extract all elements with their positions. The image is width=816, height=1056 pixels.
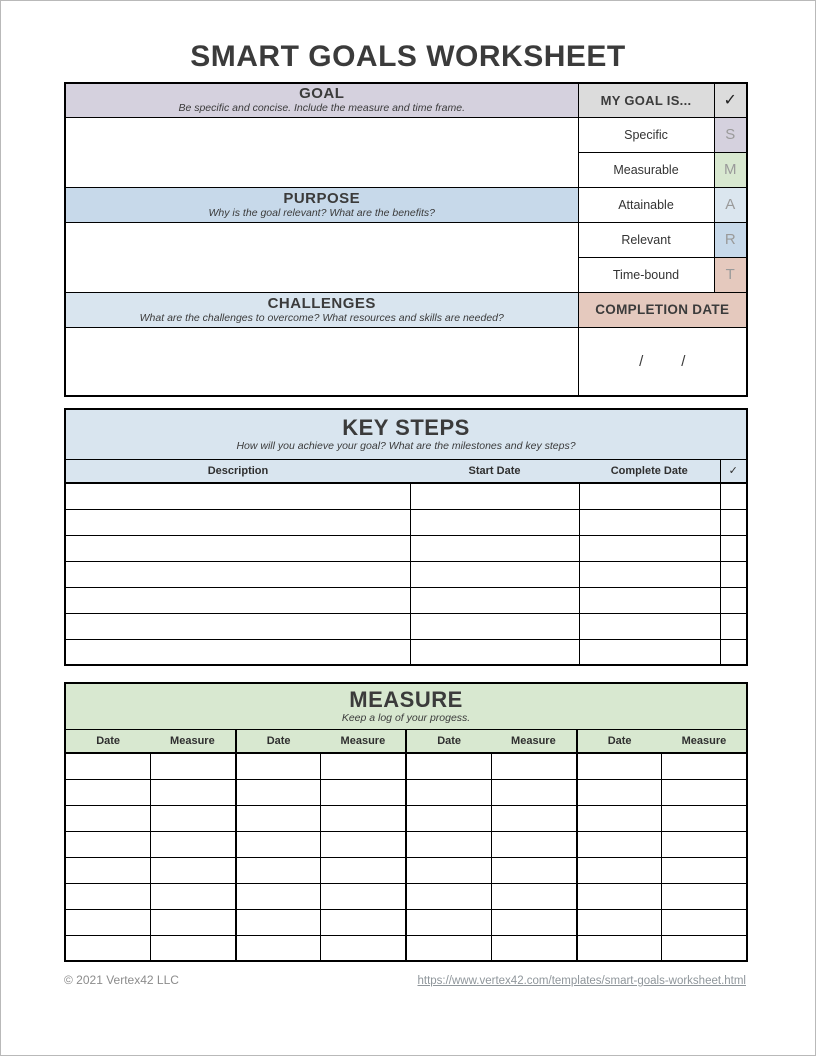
measure-column-header-row	[65, 729, 747, 753]
key-step-description-cell[interactable]	[65, 509, 410, 535]
smart-letter-m: M	[714, 152, 747, 187]
smart-label-time-bound: Time-bound	[578, 257, 714, 292]
purpose-header	[65, 187, 578, 222]
challenges-subtitle: What are the challenges to overcome? What resources and skills are needed?	[139, 311, 504, 324]
key-step-description-cell[interactable]	[65, 587, 410, 613]
completion-date-cell[interactable]	[578, 327, 747, 396]
measure-date-cell[interactable]	[406, 883, 491, 909]
measure-row	[65, 935, 747, 961]
measure-value-cell[interactable]	[662, 779, 747, 805]
measure-row	[65, 753, 747, 779]
challenges-header	[65, 292, 578, 327]
measure-value-cell[interactable]	[150, 909, 235, 935]
goal-section	[64, 82, 748, 397]
key-steps-section	[64, 408, 748, 666]
measure-date-cell[interactable]	[406, 909, 491, 935]
measure-date-cell[interactable]	[577, 883, 662, 909]
measure-date-cell[interactable]	[65, 753, 150, 779]
purpose-input-area[interactable]	[65, 222, 578, 292]
column-header-date: Date	[406, 729, 491, 753]
measure-date-cell[interactable]	[406, 805, 491, 831]
measure-date-cell[interactable]	[577, 935, 662, 961]
date-slash: /	[681, 352, 686, 370]
template-link[interactable]: https://www.vertex42.com/templates/smart-goals-worksheet.html	[417, 975, 746, 987]
measure-value-cell[interactable]	[491, 909, 576, 935]
measure-value-cell[interactable]	[662, 753, 747, 779]
measure-value-cell[interactable]	[662, 883, 747, 909]
key-steps-banner	[65, 409, 747, 459]
key-step-start-date-cell[interactable]	[410, 561, 579, 587]
goal-input-area[interactable]	[65, 117, 578, 187]
measure-value-cell[interactable]	[150, 883, 235, 909]
key-step-check-cell[interactable]	[720, 561, 747, 587]
measure-date-cell[interactable]	[577, 909, 662, 935]
key-steps-row	[65, 535, 747, 561]
measure-date-cell[interactable]	[577, 831, 662, 857]
measure-value-cell[interactable]	[491, 805, 576, 831]
key-steps-body	[65, 483, 747, 665]
smart-label-specific: Specific	[578, 117, 714, 152]
measure-value-cell[interactable]	[662, 935, 747, 961]
measure-date-cell[interactable]	[236, 883, 321, 909]
smart-row	[65, 117, 747, 152]
key-step-complete-date-cell[interactable]	[579, 535, 720, 561]
smart-letter-s: S	[714, 117, 747, 152]
challenges-title: CHALLENGES	[267, 294, 376, 312]
key-step-start-date-cell[interactable]	[410, 639, 579, 665]
smart-letter-t: T	[714, 257, 747, 292]
column-header-date: Date	[65, 729, 150, 753]
measure-value-cell[interactable]	[491, 935, 576, 961]
goal-header-row	[65, 83, 747, 117]
key-step-check-cell[interactable]	[720, 483, 747, 509]
measure-banner-row	[65, 683, 747, 729]
key-step-check-cell[interactable]	[720, 587, 747, 613]
measure-row	[65, 805, 747, 831]
measure-date-cell[interactable]	[236, 935, 321, 961]
measure-date-cell[interactable]	[406, 857, 491, 883]
measure-date-cell[interactable]	[65, 909, 150, 935]
smart-row	[65, 222, 747, 257]
measure-value-cell[interactable]	[150, 831, 235, 857]
measure-value-cell[interactable]	[662, 909, 747, 935]
measure-date-cell[interactable]	[406, 935, 491, 961]
measure-row	[65, 779, 747, 805]
measure-date-cell[interactable]	[65, 805, 150, 831]
column-header-date: Date	[236, 729, 321, 753]
key-step-check-cell[interactable]	[720, 509, 747, 535]
measure-date-cell[interactable]	[65, 857, 150, 883]
key-steps-row	[65, 509, 747, 535]
measure-value-cell[interactable]	[150, 805, 235, 831]
measure-value-cell[interactable]	[662, 857, 747, 883]
measure-row	[65, 883, 747, 909]
measure-row	[65, 831, 747, 857]
measure-date-cell[interactable]	[406, 753, 491, 779]
check-icon: ✓	[714, 83, 747, 117]
measure-banner	[65, 683, 747, 729]
smart-label-attainable: Attainable	[578, 187, 714, 222]
measure-value-cell[interactable]	[491, 857, 576, 883]
key-steps-row	[65, 639, 747, 665]
measure-date-cell[interactable]	[236, 779, 321, 805]
key-step-start-date-cell[interactable]	[410, 509, 579, 535]
column-header-date: Date	[577, 729, 662, 753]
key-step-description-cell[interactable]	[65, 639, 410, 665]
measure-value-cell[interactable]	[491, 753, 576, 779]
page-title: SMART GOALS WORKSHEET	[190, 40, 626, 73]
measure-date-cell[interactable]	[577, 753, 662, 779]
copyright-text: © 2021 Vertex42 LLC	[64, 973, 179, 987]
key-steps-table	[64, 408, 748, 666]
key-step-description-cell[interactable]	[65, 535, 410, 561]
measure-date-cell[interactable]	[577, 857, 662, 883]
goal-subtitle: Be specific and concise. Include the measure and time frame.	[178, 102, 466, 115]
key-step-complete-date-cell[interactable]	[579, 587, 720, 613]
key-step-start-date-cell[interactable]	[410, 483, 579, 509]
measure-value-cell[interactable]	[321, 753, 406, 779]
key-step-complete-date-cell[interactable]	[579, 509, 720, 535]
smart-label-measurable: Measurable	[578, 152, 714, 187]
key-step-check-cell[interactable]	[720, 613, 747, 639]
key-step-complete-date-cell[interactable]	[579, 639, 720, 665]
measure-section	[64, 682, 748, 962]
measure-value-cell[interactable]	[150, 935, 235, 961]
measure-value-cell[interactable]	[662, 805, 747, 831]
measure-value-cell[interactable]	[321, 857, 406, 883]
column-header-measure: Measure	[491, 729, 576, 753]
key-steps-banner-row	[65, 409, 747, 459]
completion-date-header: COMPLETION DATE	[578, 292, 747, 327]
check-icon: ✓	[720, 459, 747, 483]
key-steps-row	[65, 587, 747, 613]
key-steps-title: KEY STEPS	[342, 415, 470, 441]
smart-label-relevant: Relevant	[578, 222, 714, 257]
bottom-row	[65, 327, 747, 396]
measure-date-cell[interactable]	[406, 779, 491, 805]
key-step-check-cell[interactable]	[720, 639, 747, 665]
measure-value-cell[interactable]	[321, 909, 406, 935]
key-step-description-cell[interactable]	[65, 613, 410, 639]
purpose-subtitle: Why is the goal relevant? What are the benefits?	[208, 206, 435, 219]
key-step-start-date-cell[interactable]	[410, 535, 579, 561]
measure-value-cell[interactable]	[321, 805, 406, 831]
key-step-description-cell[interactable]	[65, 561, 410, 587]
challenges-input-area[interactable]	[65, 327, 578, 396]
measure-subtitle: Keep a log of your progess.	[341, 712, 471, 725]
key-step-complete-date-cell[interactable]	[579, 613, 720, 639]
measure-value-cell[interactable]	[150, 753, 235, 779]
measure-date-cell[interactable]	[406, 831, 491, 857]
measure-date-cell[interactable]	[65, 779, 150, 805]
column-header-measure: Measure	[662, 729, 747, 753]
purpose-title: PURPOSE	[283, 189, 361, 207]
goal-table	[64, 82, 748, 397]
measure-value-cell[interactable]	[491, 883, 576, 909]
key-step-start-date-cell[interactable]	[410, 613, 579, 639]
key-steps-row	[65, 483, 747, 509]
measure-value-cell[interactable]	[662, 831, 747, 857]
key-step-start-date-cell[interactable]	[410, 587, 579, 613]
measure-row	[65, 857, 747, 883]
key-step-complete-date-cell[interactable]	[579, 483, 720, 509]
measure-body	[65, 753, 747, 961]
measure-value-cell[interactable]	[321, 779, 406, 805]
measure-value-cell[interactable]	[321, 883, 406, 909]
key-step-complete-date-cell[interactable]	[579, 561, 720, 587]
goal-title: GOAL	[299, 85, 345, 103]
measure-date-cell[interactable]	[236, 909, 321, 935]
key-step-description-cell[interactable]	[65, 483, 410, 509]
key-steps-subtitle: How will you achieve your goal? What are the milestones and key steps?	[236, 440, 576, 453]
measure-date-cell[interactable]	[236, 753, 321, 779]
measure-date-cell[interactable]	[65, 831, 150, 857]
column-header-measure: Measure	[321, 729, 406, 753]
measure-table	[64, 682, 748, 962]
goal-header	[65, 83, 578, 117]
footer	[64, 973, 746, 987]
measure-value-cell[interactable]	[150, 779, 235, 805]
measure-title: MEASURE	[349, 687, 463, 713]
key-steps-row	[65, 561, 747, 587]
measure-row	[65, 909, 747, 935]
measure-date-cell[interactable]	[577, 805, 662, 831]
smart-letter-a: A	[714, 187, 747, 222]
key-step-check-cell[interactable]	[720, 535, 747, 561]
measure-date-cell[interactable]	[236, 857, 321, 883]
purpose-header-row	[65, 187, 747, 222]
date-slash: /	[639, 352, 644, 370]
measure-value-cell[interactable]	[321, 935, 406, 961]
column-header-start-date: Start Date	[410, 459, 579, 483]
column-header-complete-date: Complete Date	[579, 459, 720, 483]
smart-letter-r: R	[714, 222, 747, 257]
key-steps-row	[65, 613, 747, 639]
measure-value-cell[interactable]	[491, 831, 576, 857]
measure-date-cell[interactable]	[65, 883, 150, 909]
column-header-description: Description	[65, 459, 410, 483]
measure-value-cell[interactable]	[321, 831, 406, 857]
my-goal-is-header: MY GOAL IS...	[578, 83, 714, 117]
challenges-header-row	[65, 292, 747, 327]
measure-date-cell[interactable]	[236, 805, 321, 831]
measure-date-cell[interactable]	[65, 935, 150, 961]
measure-value-cell[interactable]	[491, 779, 576, 805]
key-steps-column-header-row	[65, 459, 747, 483]
column-header-measure: Measure	[150, 729, 235, 753]
measure-date-cell[interactable]	[577, 779, 662, 805]
measure-value-cell[interactable]	[150, 857, 235, 883]
measure-date-cell[interactable]	[236, 831, 321, 857]
